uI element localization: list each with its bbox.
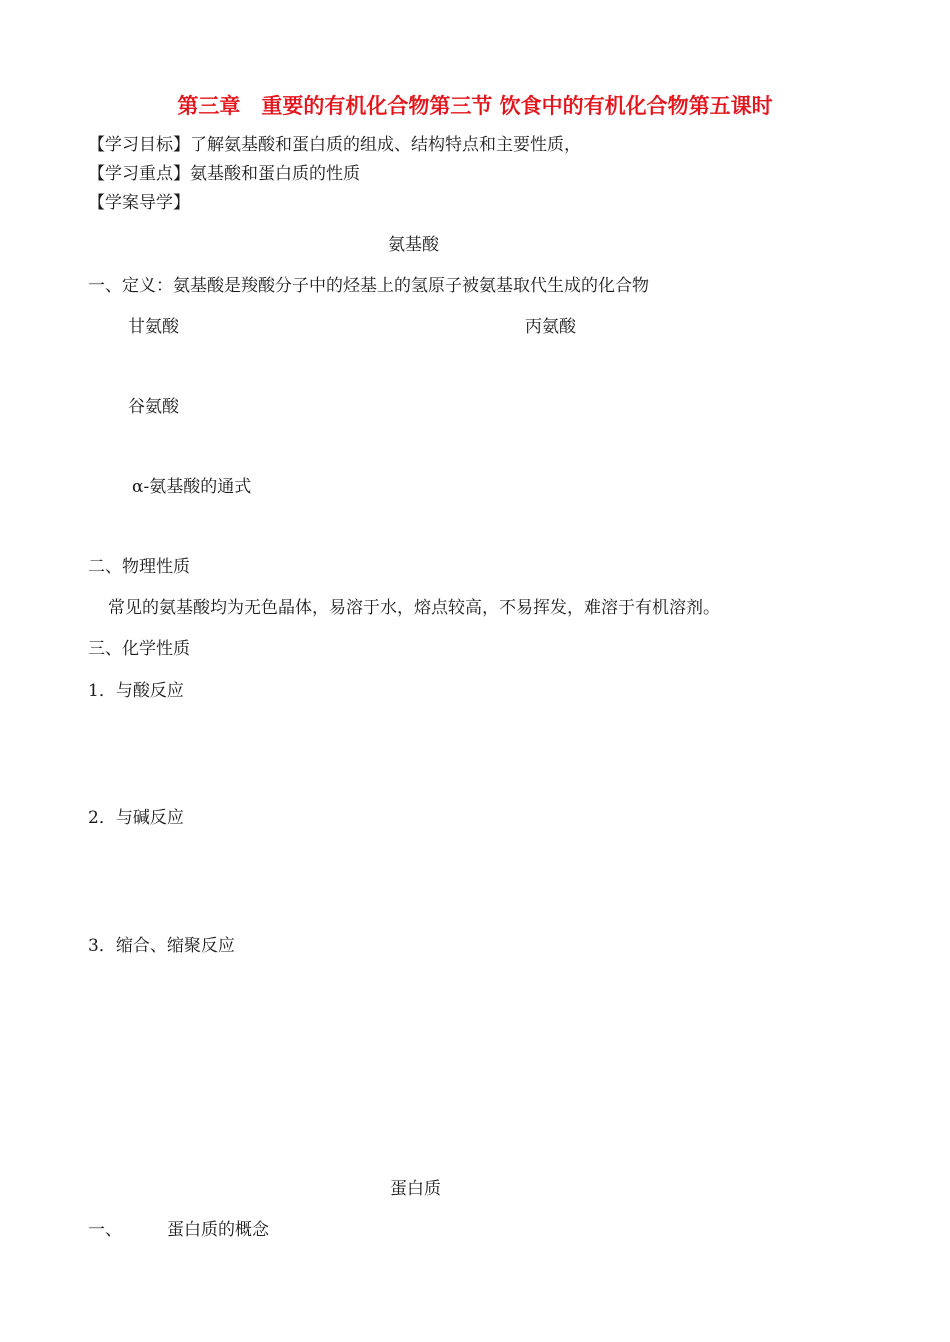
physical-properties-text: 常见的氨基酸均为无色晶体，易溶于水，熔点较高，不易挥发，难溶于有机溶剂。 xyxy=(108,598,720,618)
protein-heading: 蛋白质 xyxy=(390,1179,441,1199)
learning-objectives: 【学习目标】了解氨基酸和蛋白质的组成、结构特点和主要性质， xyxy=(88,135,581,155)
protein-concept-label: 蛋白质的概念 xyxy=(167,1220,269,1240)
document-title: 第三章 重要的有机化合物第三节 饮食中的有机化合物第五课时 xyxy=(177,94,773,118)
study-guide-label: 【学案导学】 xyxy=(88,193,190,213)
learning-key-points: 【学习重点】氨基酸和蛋白质的性质 xyxy=(88,164,360,184)
protein-concept-number: 一、 xyxy=(88,1220,122,1240)
amino-acid-heading: 氨基酸 xyxy=(388,235,439,255)
glycine-label: 甘氨酸 xyxy=(128,317,179,337)
amino-acid-definition: 一、定义：氨基酸是羧酸分子中的烃基上的氢原子被氨基取代生成的化合物 xyxy=(88,276,649,296)
reaction-with-acid: 1．与酸反应 xyxy=(88,681,184,701)
glutamic-acid-label: 谷氨酸 xyxy=(128,397,179,417)
general-formula-label: α-氨基酸的通式 xyxy=(132,477,252,497)
physical-properties-heading: 二、物理性质 xyxy=(88,557,190,577)
chemical-properties-heading: 三、化学性质 xyxy=(88,639,190,659)
reaction-with-base: 2．与碱反应 xyxy=(88,808,184,828)
alanine-label: 丙氨酸 xyxy=(525,317,576,337)
condensation-reaction: 3．缩合、缩聚反应 xyxy=(88,936,235,956)
